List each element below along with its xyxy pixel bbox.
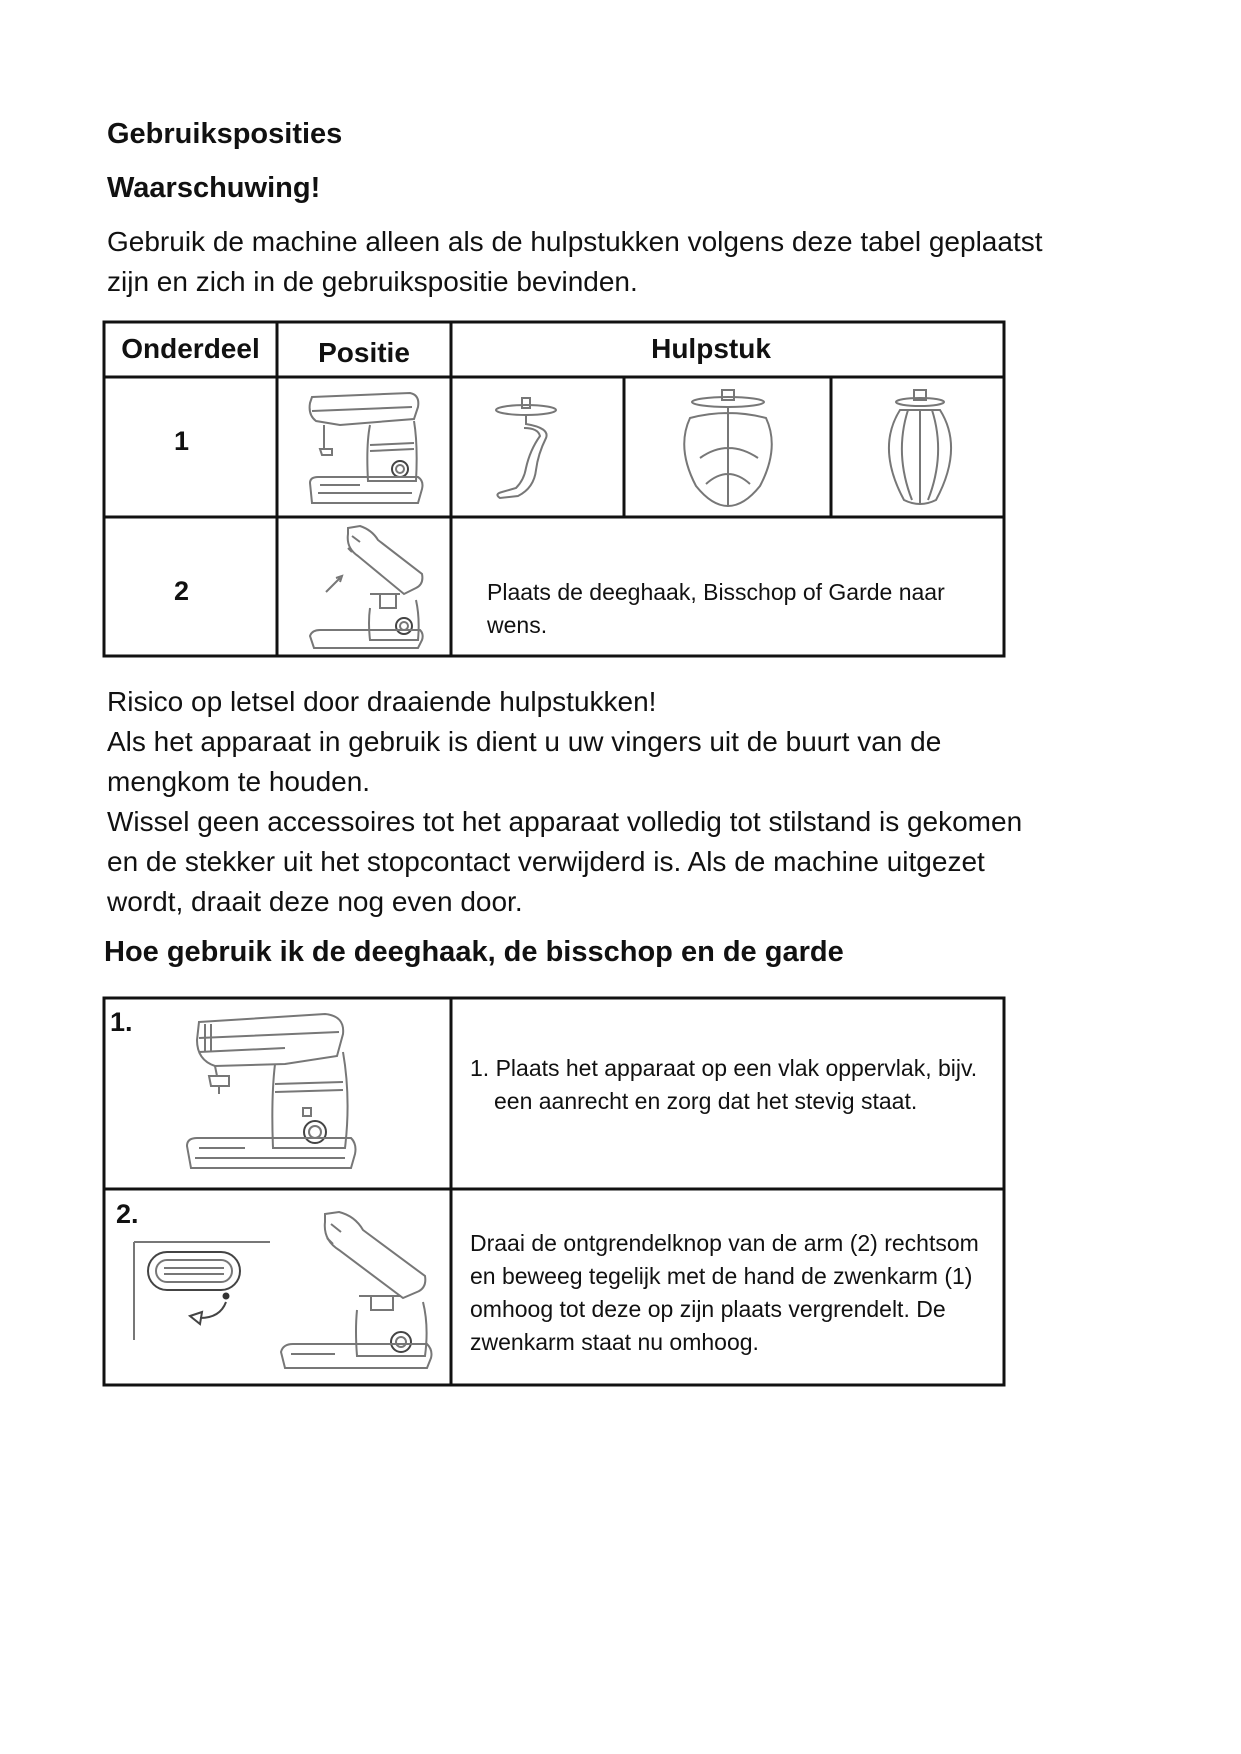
mixer-step-1-illustration — [175, 1008, 365, 1174]
mixer-arm-up-illustration — [300, 522, 430, 652]
step-2-line: omhoog tot deze op zijn plaats vergrendelt. De — [470, 1296, 946, 1322]
risk-line: Als het apparaat in gebruik is dient u uw vingers uit de buurt van de — [107, 726, 942, 757]
howto-title: Hoe gebruik ik de deeghaak, de bisschop en de garde — [104, 936, 844, 968]
step-2-line: en beweeg tegelijk met de hand de zwenkarm (1) — [470, 1263, 973, 1289]
step-1-line: 1. Plaats het apparaat op een vlak oppervlak, bijv. — [470, 1055, 978, 1081]
header-onderdeel: Onderdeel — [121, 333, 260, 364]
risk-line: mengkom te houden. — [107, 766, 371, 797]
risk-paragraph — [107, 682, 1107, 922]
dough-hook-illustration — [480, 388, 600, 510]
intro-line: Gebruik de machine alleen als de hulpstukken volgens deze tabel geplaatst — [107, 226, 1043, 257]
beater-illustration — [670, 388, 790, 512]
row-2-number: 2 — [173, 576, 190, 606]
step-2-line: zwenkarm staat nu omhoog. — [470, 1329, 759, 1355]
risk-line: Risico op letsel door draaiende hulpstukken! — [107, 686, 657, 717]
row-1-number: 1 — [173, 426, 190, 456]
header-positie: Positie — [318, 337, 410, 368]
step-2-line: Draai de ontgrendelknop van de arm (2) rechtsom — [470, 1230, 979, 1256]
risk-line: Wissel geen accessoires tot het apparaat volledig tot stilstand is gekomen — [107, 806, 1023, 837]
header-hulpstuk: Hulpstuk — [651, 333, 771, 364]
section-title: Gebruiksposities — [107, 118, 343, 150]
step-1-text — [470, 1052, 990, 1118]
mixer-step-2-illustration — [275, 1206, 445, 1374]
warning-title: Waarschuwing! — [107, 172, 321, 204]
risk-line: en de stekker uit het stopcontact verwijderd is. Als de machine uitgezet — [107, 846, 985, 877]
step-1-label: 1. — [110, 1007, 133, 1037]
mixer-arm-down-illustration — [300, 385, 430, 513]
step-2-text — [470, 1227, 990, 1359]
release-knob-detail-illustration — [130, 1232, 280, 1342]
step-2-label: 2. — [116, 1199, 139, 1229]
whisk-illustration — [870, 388, 970, 512]
intro-line: zijn en zich in de gebruikspositie bevinden. — [107, 266, 638, 297]
step-1-line: een aanrecht en zorg dat het stevig staat. — [494, 1088, 918, 1114]
risk-line: wordt, draait deze nog even door. — [107, 886, 523, 917]
row-2-note: Plaats de deeghaak, Bisschop of Garde naar wens. — [487, 579, 945, 638]
